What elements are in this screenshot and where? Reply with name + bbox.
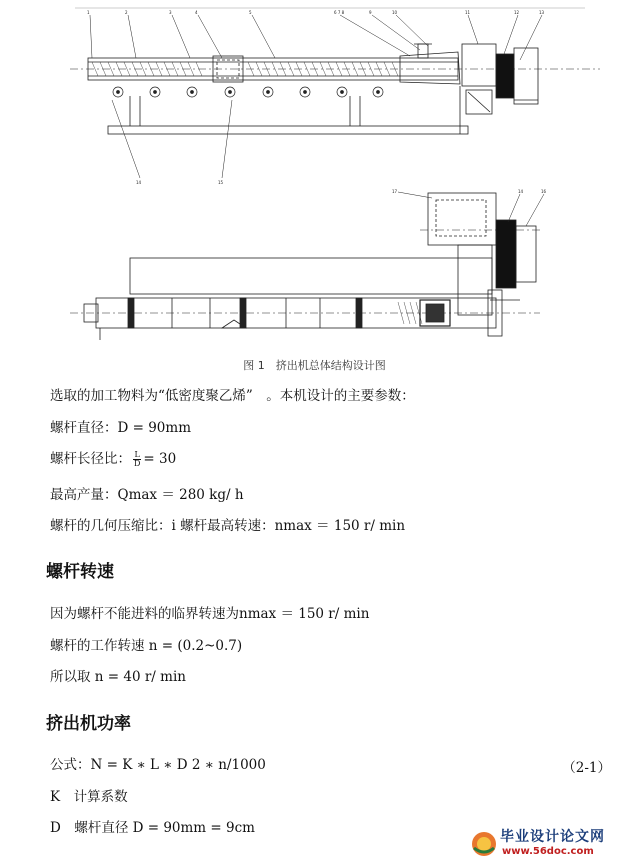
ratio-fraction bbox=[133, 451, 141, 468]
extruder-drawing bbox=[0, 0, 629, 350]
diameter-line: 螺杆直径：D = 90mm bbox=[50, 420, 191, 436]
ratio-numerator: L bbox=[134, 450, 140, 459]
watermark-url[interactable]: www.56doc.com bbox=[502, 846, 594, 857]
die-head bbox=[400, 52, 460, 84]
k-definition-line: K 计算系数 bbox=[50, 789, 128, 805]
coupling bbox=[496, 54, 514, 98]
watermark-title: 毕业设计论文网 bbox=[500, 829, 605, 845]
part-label: 11 bbox=[465, 10, 471, 15]
part-label: 14 bbox=[518, 189, 524, 194]
output-line: 最高产量：Qmax ＝ 280 kg/ h bbox=[50, 487, 244, 503]
material-line: 选取的加工物料为“低密度聚乙烯” 。本机设计的主要参数： bbox=[50, 388, 415, 404]
side-view bbox=[70, 10, 600, 185]
part-label: 12 bbox=[514, 10, 520, 15]
critical-speed-line: 因为螺杆不能进料的临界转速为nmax ＝ 150 r/ min bbox=[50, 606, 370, 622]
part-label: 13 bbox=[539, 10, 545, 15]
d-definition-line: D 螺杆直径 D = 90mm = 9cm bbox=[50, 820, 255, 836]
formula-number: （2-1） bbox=[562, 760, 611, 776]
compression-line: 螺杆的几何压缩比：i 螺杆最高转速：nmax ＝ 150 r/ min bbox=[50, 518, 406, 534]
formula-line: 公式：N = K ∗ L ∗ D 2 ∗ n/1000 bbox=[50, 757, 266, 773]
working-speed-line: 螺杆的工作转速 n = (0.2~0.7) bbox=[50, 638, 243, 654]
ratio-line bbox=[50, 450, 176, 468]
ratio-prefix: 螺杆长径比： bbox=[50, 451, 131, 467]
part-label: 1 bbox=[87, 10, 90, 15]
watermark bbox=[468, 826, 626, 862]
part-label: 3 bbox=[169, 10, 172, 15]
chosen-speed-line: 所以取 n = 40 r/ min bbox=[50, 669, 186, 685]
part-label: 5 bbox=[249, 10, 252, 15]
part-label: 2 bbox=[125, 10, 128, 15]
plan-view bbox=[70, 189, 547, 340]
ratio-suffix: = 30 bbox=[143, 451, 177, 467]
part-label: 6 7 8 bbox=[334, 10, 345, 15]
part-label: 15 bbox=[218, 180, 224, 185]
speed-heading: 螺杆转速 bbox=[46, 562, 114, 582]
part-label: 9 bbox=[369, 10, 372, 15]
part-label: 14 bbox=[136, 180, 142, 185]
part-label: 16 bbox=[541, 189, 547, 194]
base-plan bbox=[130, 258, 492, 294]
coupling-plan bbox=[496, 220, 516, 288]
part-label: 4 bbox=[195, 10, 198, 15]
part-label: 17 bbox=[392, 189, 398, 194]
base-frame bbox=[108, 126, 468, 134]
watermark-logo-icon bbox=[470, 830, 498, 858]
figure-caption: 图 1 挤出机总体结构设计图 bbox=[243, 359, 386, 372]
gearbox bbox=[462, 44, 496, 86]
part-label: 10 bbox=[392, 10, 398, 15]
power-heading: 挤出机功率 bbox=[46, 714, 131, 734]
ratio-denominator: D bbox=[134, 459, 141, 468]
